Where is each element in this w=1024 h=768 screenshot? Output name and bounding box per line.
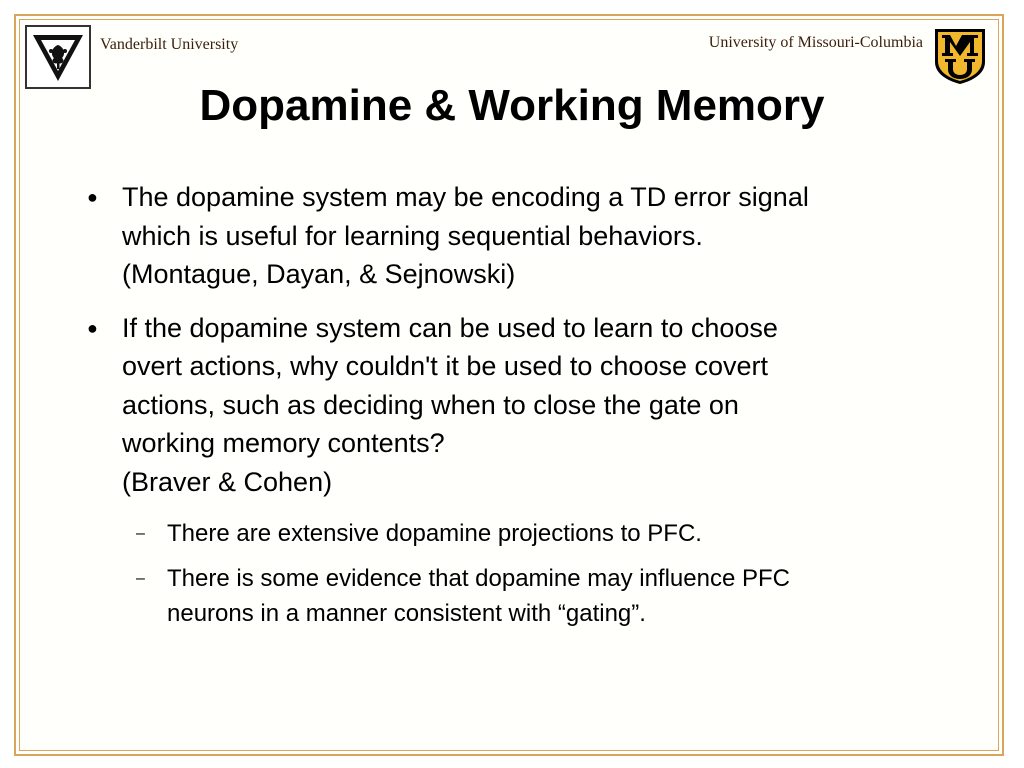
bullet-text-line: working memory contents? [122,428,445,458]
slide-content [87,178,950,641]
slide-title: Dopamine & Working Memory [199,81,825,130]
sub-bullet-text-line: There are extensive dopamine projections to PFC. [167,520,702,547]
bullet-text-line: (Montague, Dayan, & Sejnowski) [122,259,516,289]
bullet-text-line: The dopamine system may be encoding a TD error signal [122,182,809,212]
bullet-item [87,309,950,502]
bullet-dot-icon: ● [87,187,98,207]
dash-bullet-icon: – [136,525,145,542]
bullet-text-line: overt actions, why couldn't it be used to choose covert [122,351,769,381]
sub-bullet-item [90,561,950,631]
bullet-dot-icon: ● [87,317,98,338]
vanderbilt-university-label: Vanderbilt University [100,36,239,53]
bullet-text-line: If the dopamine system can be used to learn to choose [122,312,778,343]
bullet-text-line: actions, such as deciding when to close the gate on [122,389,739,420]
bullet-text-line: (Braver & Cohen) [122,466,333,497]
missouri-university-label: University of Missouri-Columbia [708,34,923,51]
sub-bullet-item [90,516,950,551]
bullet-item [87,178,950,294]
sub-bullet-text-line: neurons in a manner consistent with “gating”. [167,600,646,627]
bullet-text-line: which is useful for learning sequential behaviors. [122,220,703,251]
vanderbilt-logo-icon [25,25,91,89]
dash-bullet-icon: – [136,570,145,587]
mizzou-logo-icon [932,26,988,86]
sub-bullet-text-line: There is some evidence that dopamine may influence PFC [167,565,790,592]
